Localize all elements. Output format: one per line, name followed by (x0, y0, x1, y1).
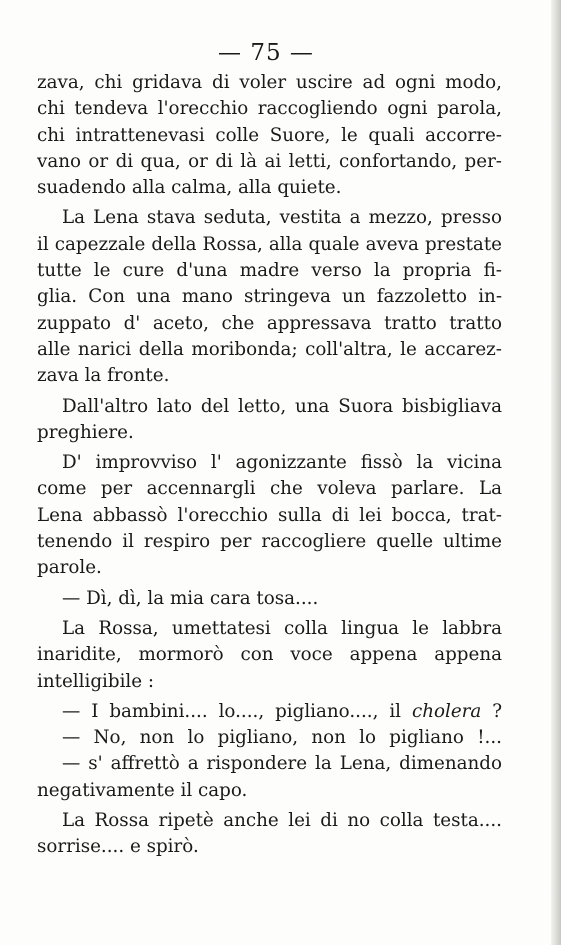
dialogue-line: — No, non lo pigliano, non lo pigliano !... (62, 727, 502, 749)
text-line: sorrise.... e spirò. (37, 836, 199, 858)
text-line: zava, chi gridava di voler uscire ad ogni modo, (37, 72, 502, 93)
emphasis-word: cholera (411, 700, 482, 722)
text-line: parole. (37, 557, 102, 579)
body-text (37, 70, 502, 861)
page-spine-shadow (551, 0, 561, 945)
text-line: La Rossa ripetè anche lei di no colla testa.... (62, 810, 502, 832)
text-line: tutte le cure d'una madre verso la propria fi- (37, 260, 502, 282)
text-line: intelligibile : (37, 670, 155, 692)
page-number: — 75 — (218, 40, 314, 66)
text-line: suadendo alla calma, alla quiete. (37, 177, 342, 199)
text-line: preghiere. (37, 421, 134, 443)
text-line: negativamente il capo. (37, 779, 248, 801)
text-line: La Rossa, umettatesi colla lingua le labbra (62, 617, 502, 639)
text-line: tenendo il respiro per raccogliere quelle ultime (37, 531, 502, 553)
text-line: il capezzale della Rossa, alla quale aveva prestate (37, 233, 502, 255)
text-line: alle narici della moribonda; coll'altra, le accarez- (37, 338, 502, 360)
text-line: glia. Con una mano stringeva un fazzoletto in- (37, 286, 502, 308)
text-line: zava la fronte. (37, 365, 170, 387)
dialogue-text: — I bambini.... lo...., pigliano...., il (62, 700, 402, 722)
dialogue-tail: ? (481, 700, 502, 722)
text-line: — s' affrettò a rispondere la Lena, dimenando (62, 753, 502, 775)
text-line: D' improvviso l' agonizzante fissò la vicina (62, 452, 502, 474)
text-line: chi tendeva l'orecchio raccogliendo ogni parola, (37, 98, 502, 120)
text-line: La Lena stava seduta, vestita a mezzo, presso (62, 207, 502, 229)
dialogue-line (37, 699, 502, 725)
text-line: Dall'altro lato del letto, una Suora bisbigliava (62, 395, 502, 417)
text-line: zuppato d' aceto, che appressava tratto tratto (37, 312, 502, 334)
dialogue-line: — Dì, dì, la mia cara tosa.... (62, 587, 319, 609)
text-line: come per accennargli che voleva parlare. La (37, 478, 502, 500)
text-line: inaridite, mormorò con voce appena appena (37, 644, 502, 666)
text-line: chi intrattenevasi colle Suore, le quali accorre- (37, 124, 502, 146)
text-line: Lena abbassò l'orecchio sulla di lei bocca, trat- (37, 504, 502, 526)
text-line: vano or di qua, or di là ai letti, confortando, per- (37, 150, 502, 172)
